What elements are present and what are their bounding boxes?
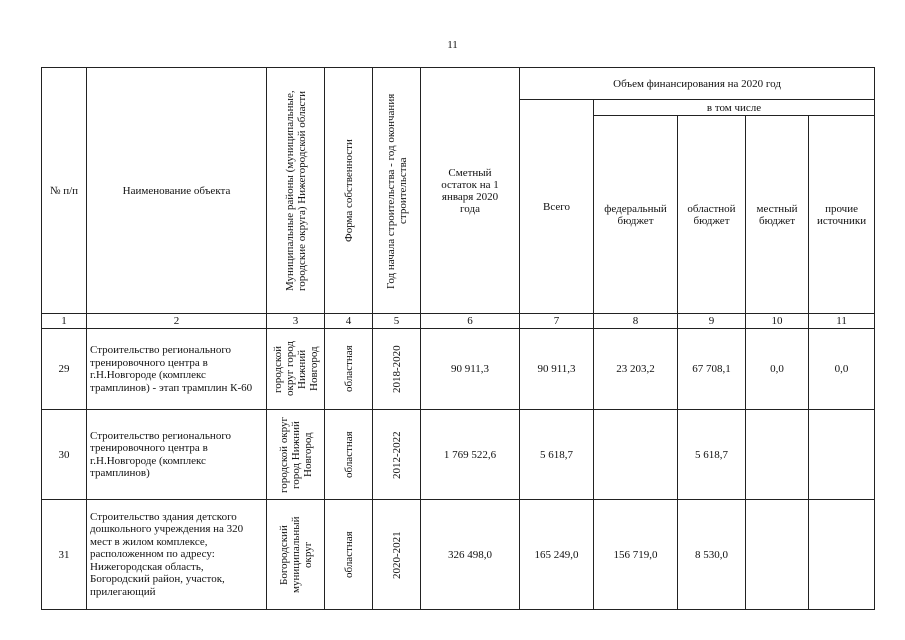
- column-number: 4: [325, 314, 373, 329]
- header-other: прочие источники: [809, 116, 875, 314]
- header-name: Наименование объекта: [87, 68, 267, 314]
- header-funding-2020: Объем финансирования на 2020 год: [520, 68, 875, 100]
- header-total: Всего: [520, 100, 594, 314]
- page-number: 11: [447, 39, 458, 51]
- funding-table: [41, 67, 875, 610]
- row-federal: 23 203,2: [594, 329, 678, 410]
- table-row: [42, 500, 875, 610]
- column-number: 9: [678, 314, 746, 329]
- row-years: 2018-2020: [373, 329, 421, 410]
- column-number: 1: [42, 314, 87, 329]
- row-name: Строительство здания детского дошкольного учреждения на 320 мест в жилом комплексе, расположенном по адресу: Нижегородская область, Богородский район, участок, прилегающий: [87, 500, 267, 610]
- row-num: 31: [42, 500, 87, 610]
- header-num: № п/п: [42, 68, 87, 314]
- column-number: 10: [746, 314, 809, 329]
- column-number: 2: [87, 314, 267, 329]
- column-number: 6: [421, 314, 520, 329]
- row-ownership: областная: [325, 329, 373, 410]
- column-number: 8: [594, 314, 678, 329]
- header-years: Год начала строительства - год окончания строительства: [373, 68, 421, 314]
- row-total: 5 618,7: [520, 410, 594, 500]
- column-number: 7: [520, 314, 594, 329]
- row-other: 0,0: [809, 329, 875, 410]
- column-number-row: [42, 314, 875, 329]
- column-number: 5: [373, 314, 421, 329]
- row-total: 165 249,0: [520, 500, 594, 610]
- row-regional: 5 618,7: [678, 410, 746, 500]
- row-regional: 67 708,1: [678, 329, 746, 410]
- row-years: 2020-2021: [373, 500, 421, 610]
- column-number: 3: [267, 314, 325, 329]
- row-balance: 326 498,0: [421, 500, 520, 610]
- column-number: 11: [809, 314, 875, 329]
- row-ownership: областная: [325, 410, 373, 500]
- header-regional: областной бюджет: [678, 116, 746, 314]
- header-federal: федеральный бюджет: [594, 116, 678, 314]
- row-other: [809, 410, 875, 500]
- row-district: Богородский муниципальный округ: [267, 500, 325, 610]
- row-district: городской округ город Нижний Новгород: [267, 329, 325, 410]
- row-balance: 1 769 522,6: [421, 410, 520, 500]
- row-name: Строительство регионального тренировочного центра в г.Н.Новгороде (комплекс трамплинов) - этап трамплин К-60: [87, 329, 267, 410]
- row-federal: [594, 410, 678, 500]
- row-num: 29: [42, 329, 87, 410]
- row-other: [809, 500, 875, 610]
- row-num: 30: [42, 410, 87, 500]
- header-local: местный бюджет: [746, 116, 809, 314]
- row-name: Строительство регионального тренировочного центра в г.Н.Новгороде (комплекс трамплинов): [87, 410, 267, 500]
- row-ownership: областная: [325, 500, 373, 610]
- row-federal: 156 719,0: [594, 500, 678, 610]
- header-ownership: Форма собственности: [325, 68, 373, 314]
- table-row: [42, 329, 875, 410]
- row-balance: 90 911,3: [421, 329, 520, 410]
- row-years: 2012-2022: [373, 410, 421, 500]
- header-district: Муниципальные районы (муниципальные, городские округа) Нижегородской области: [267, 68, 325, 314]
- row-regional: 8 530,0: [678, 500, 746, 610]
- header-balance: Сметный остаток на 1 января 2020 года: [421, 68, 520, 314]
- row-total: 90 911,3: [520, 329, 594, 410]
- row-district: городской округ город Нижний Новгород: [267, 410, 325, 500]
- row-local: [746, 410, 809, 500]
- table-row: [42, 410, 875, 500]
- header-including: в том числе: [594, 100, 875, 116]
- row-local: [746, 500, 809, 610]
- row-local: 0,0: [746, 329, 809, 410]
